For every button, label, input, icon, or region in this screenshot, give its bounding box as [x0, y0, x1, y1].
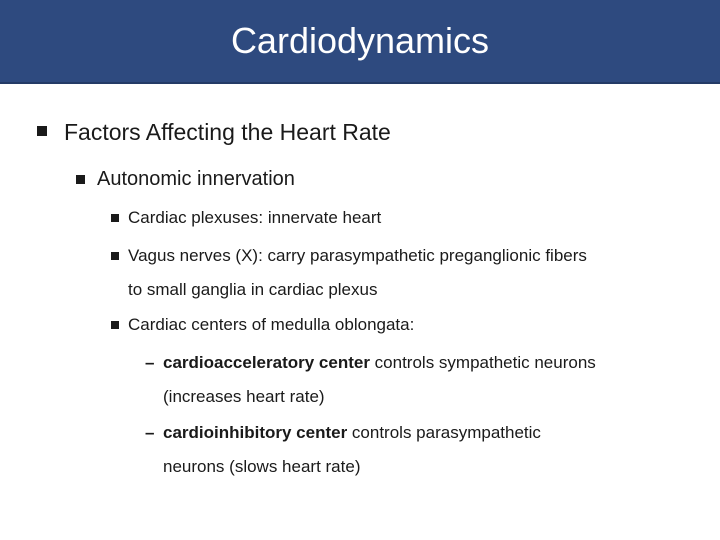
slide-title: Cardiodynamics — [230, 20, 490, 61]
bullet-level2: Autonomic innervation — [97, 168, 295, 190]
bullet-level3: Cardiac centers of medulla oblongata: — [128, 315, 415, 334]
bullet-level4-line2: neurons (slows heart rate) — [163, 457, 361, 476]
bold-term: cardioacceleratory center — [163, 353, 370, 372]
dash-bullet: – — [145, 353, 155, 372]
bullet-square-icon — [111, 252, 119, 260]
bullet-level3-line1: Vagus nerves (X): carry parasympathetic preganglionic fibers — [128, 246, 587, 265]
bullet-square-icon — [37, 126, 47, 136]
bullet-level4-line2: (increases heart rate) — [163, 387, 325, 406]
dash-bullet: – — [145, 423, 155, 442]
bold-term: cardioinhibitory center — [163, 423, 348, 442]
bullet-square-icon — [111, 321, 119, 329]
bullet-level3: Cardiac plexuses: innervate heart — [128, 208, 382, 227]
bullet-square-icon — [111, 214, 119, 222]
title-bar — [0, 0, 720, 84]
bullet-level3-line2: to small ganglia in cardiac plexus — [128, 280, 378, 299]
bullet-level1: Factors Affecting the Heart Rate — [64, 119, 391, 145]
term-description: controls parasympathetic — [347, 423, 541, 442]
bullet-level4-line1 — [163, 423, 541, 443]
term-description: controls sympathetic neurons — [369, 353, 596, 372]
bullet-level4-line1 — [163, 353, 596, 373]
bullet-square-icon — [76, 175, 85, 184]
